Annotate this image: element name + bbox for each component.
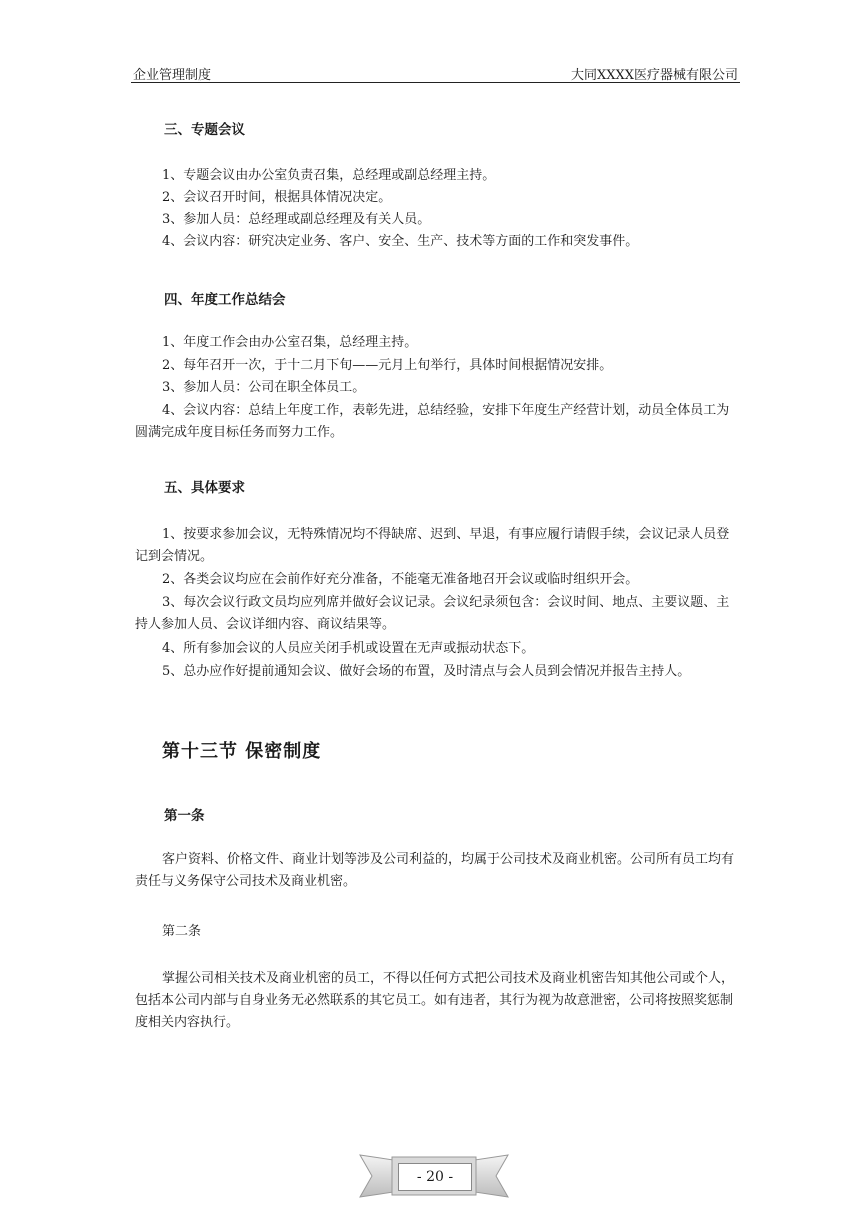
- section-5-item-4: 4、所有参加会议的人员应关闭手机或设置在无声或振动状态下。: [162, 641, 535, 656]
- section-4-item-3: 3、参加人员：公司在职全体员工。: [162, 380, 366, 395]
- section-title-5: 五、具体要求: [164, 480, 245, 496]
- page-number: - 20 -: [398, 1163, 472, 1191]
- section-title-3: 三、专题会议: [164, 122, 245, 138]
- section-5-item-3: 3、每次会议行政文员均应列席并做好会议记录。会议纪录须包含：会议时间、地点、主要议题、主持人参加人员、会议详细内容、商议结果等。: [135, 595, 730, 632]
- page-number-banner: [358, 1147, 510, 1207]
- chapter-title: 第十三节 保密制度: [162, 741, 322, 762]
- section-4-item-1: 1、年度工作会由办公室召集，总经理主持。: [162, 335, 418, 350]
- header-left-title: 企业管理制度: [133, 68, 212, 83]
- header-company-name: 大同XXXX医疗器械有限公司: [570, 68, 738, 83]
- section-5-item-2: 2、各类会议均应在会前作好充分准备，不能毫无准备地召开会议或临时组织开会。: [162, 572, 639, 587]
- page-header: [131, 62, 740, 83]
- section-3-item-1: 1、专题会议由办公室负责召集，总经理或副总经理主持。: [162, 168, 496, 183]
- article-1-title: 第一条: [164, 808, 205, 824]
- article-1-text: 客户资料、价格文件、商业计划等涉及公司利益的，均属于公司技术及商业机密。公司所有员工均有责任与义务保守公司技术及商业机密。: [135, 852, 735, 889]
- section-5-item-1: 1、按要求参加会议，无特殊情况均不得缺席、迟到、早退，有事应履行请假手续，会议记录人员登记到会情况。: [135, 527, 730, 564]
- section-3-item-2: 2、会议召开时间，根据具体情况决定。: [162, 190, 392, 205]
- section-4-item-2: 2、每年召开一次，于十二月下旬——元月上旬举行，具体时间根据情况安排。: [162, 358, 613, 373]
- section-3-item-4: 4、会议内容：研究决定业务、客户、安全、生产、技术等方面的工作和突发事件。: [162, 234, 639, 249]
- section-3-item-3: 3、参加人员：总经理或副总经理及有关人员。: [162, 212, 431, 227]
- section-5-item-5: 5、总办应作好提前通知会议、做好会场的布置，及时清点与会人员到会情况并报告主持人。: [162, 664, 691, 679]
- article-2-title: 第二条: [162, 924, 202, 939]
- article-2-text: 掌握公司相关技术及商业机密的员工，不得以任何方式把公司技术及商业机密告知其他公司或个人，包括本公司内部与自身业务无必然联系的其它员工。如有违者，其行为视为故意泄密，公司将按照奖惩制度相关内容执行。: [135, 971, 735, 1030]
- section-4-item-4: 4、会议内容：总结上年度工作，表彰先进，总结经验，安排下年度生产经营计划，动员全体员工为圆满完成年度目标任务而努力工作。: [135, 403, 730, 440]
- section-title-4: 四、年度工作总结会: [164, 292, 286, 308]
